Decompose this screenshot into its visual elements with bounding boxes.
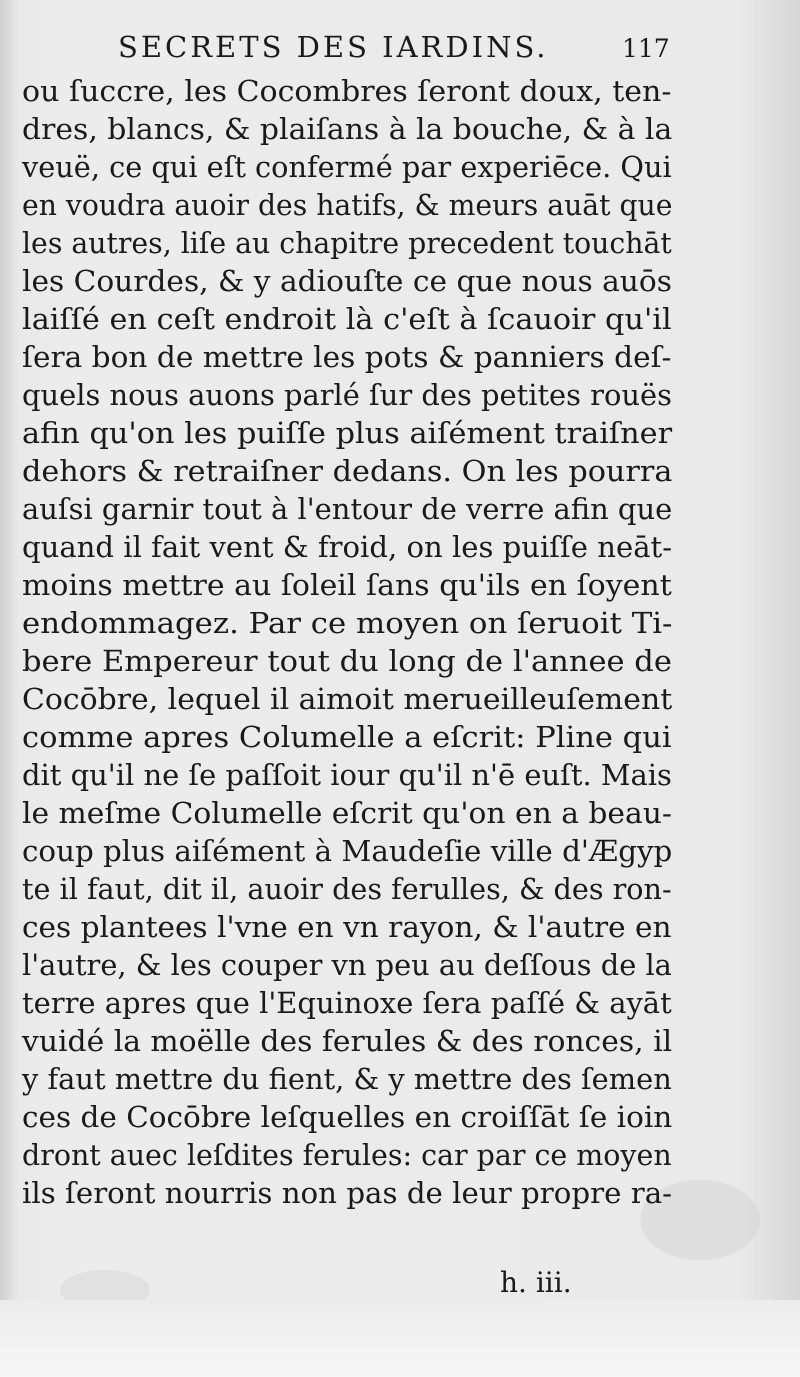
text-line: quand il fait vent & froid, on les puiſſe neāt- [22, 531, 673, 564]
text-line: quels nous auons parlé ſur des petites rouës [22, 379, 672, 412]
text-line: les autres, liſe au chapitre precedent touchāt [22, 227, 672, 260]
text-line: comme apres Columelle a eſcrit: Pline qui [22, 721, 672, 754]
bottom-margin [0, 1300, 800, 1377]
text-line: laiſſé en ceſt endroit là c'eſt à ſcauoir qu'il [22, 303, 672, 336]
text-line: dit qu'il ne ſe paſſoit iour qu'il n'ē euſt. Mais [22, 759, 672, 792]
text-line: afin qu'on les puiſſe plus aiſément traiſner [22, 417, 673, 450]
text-line: endommagez. Par ce moyen on ſeruoit Ti- [22, 607, 673, 640]
text-line: ſera bon de mettre les pots & panniers deſ- [22, 341, 672, 374]
text-line: les Courdes, & y adiouſte ce que nous auōs [22, 265, 672, 298]
text-line: Cocōbre, lequel il aimoit merueilleuſement [22, 683, 673, 716]
page-number: 117 [622, 34, 670, 63]
page-header [0, 30, 800, 70]
text-line: y faut mettre du fient, & y mettre des ſemen [22, 1063, 672, 1096]
text-line: dres, blancs, & plaiſans à la bouche, & à la [22, 113, 673, 146]
text-line: en voudra auoir des hatifs, & meurs auāt que [22, 189, 673, 222]
text-line: moins mettre au ſoleil ſans qu'ils en ſoyent [22, 569, 672, 602]
signature-mark: h. iii. [500, 1266, 572, 1299]
text-line: auſsi garnir tout à l'entour de verre afin que [22, 493, 673, 526]
text-line: ces de Cocōbre leſquelles en croiſſāt ſe ioin [22, 1101, 673, 1134]
text-line: te il faut, dit il, auoir des ferulles, & des ron- [22, 873, 672, 906]
text-line: dehors & retraiſner dedans. On les pourra [22, 455, 673, 488]
body-text [22, 73, 672, 1213]
text-line: coup plus aiſément à Maudeſie ville d'Ægyp [22, 835, 673, 868]
text-line: terre apres que l'Equinoxe ſera paſſé & ayāt [22, 987, 672, 1020]
text-line: bere Empereur tout du long de l'annee de [22, 645, 672, 678]
text-line: ils ſeront nourris non pas de leur propre ra- [22, 1177, 673, 1210]
text-line: dront auec leſdites ferules: car par ce moyen [22, 1139, 672, 1172]
running-head: SECRETS DES IARDINS. [118, 30, 549, 64]
text-line: le meſme Columelle eſcrit qu'on en a beau- [22, 797, 672, 830]
text-line: ou ſuccre, les Cocombres ſeront doux, ten- [22, 75, 672, 108]
text-line: ces plantees l'vne en vn rayon, & l'autre en [22, 911, 672, 944]
text-line: veuë, ce qui eſt confermé par experiēce. Qui [22, 151, 672, 184]
text-line: vuidé la moëlle des ferules & des ronces, il [22, 1025, 673, 1058]
text-line: l'autre, & les couper vn peu au deſſous de la [22, 949, 672, 982]
